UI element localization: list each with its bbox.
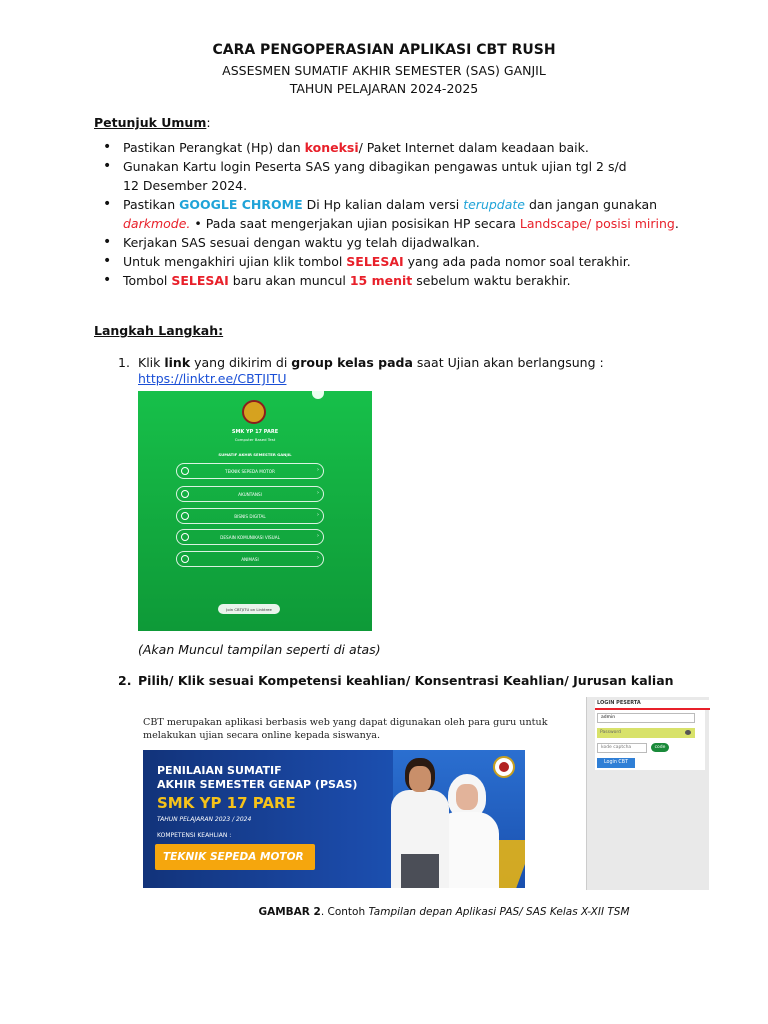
item-text: Kerjakan SAS sesuai dengan waktu yg telah dijadwalkan. bbox=[123, 235, 480, 250]
linktree-button-animasi[interactable] bbox=[176, 551, 324, 567]
linktree-link[interactable]: https://linktr.ee/CBTJITU bbox=[138, 371, 287, 386]
password-input[interactable]: Password bbox=[597, 728, 695, 738]
figure-caption bbox=[0, 906, 768, 918]
eye-icon[interactable] bbox=[685, 730, 691, 735]
list-item bbox=[100, 252, 740, 271]
linktree-sub: Computer Based Test bbox=[234, 437, 276, 442]
step-text: Klik bbox=[138, 355, 165, 370]
list-item bbox=[100, 157, 740, 195]
item-highlight: koneksi bbox=[304, 140, 359, 155]
item-text: sebelum waktu berakhir. bbox=[412, 273, 571, 288]
petunjuk-heading: Petunjuk Umum bbox=[94, 115, 207, 130]
document-subtitle: ASSESMEN SUMATIF AKHIR SEMESTER (SAS) GANJIL bbox=[222, 63, 546, 78]
petunjuk-heading-row bbox=[94, 115, 211, 130]
linktree-button-akuntansi[interactable] bbox=[176, 486, 324, 502]
caption-text: . Contoh bbox=[320, 906, 369, 918]
linktree-join-button[interactable]: Join CBTJITU on Linktree bbox=[218, 604, 280, 614]
item-text: yang ada pada nomor soal terakhir. bbox=[403, 254, 631, 269]
item-text: dan jangan gunakan bbox=[525, 197, 658, 212]
item-text: baru akan muncul bbox=[228, 273, 350, 288]
list-item bbox=[100, 271, 740, 290]
langkah-heading: Langkah Langkah: bbox=[94, 323, 224, 338]
button-label: AKUNTANSI bbox=[238, 491, 262, 497]
item-highlight: Landscape/ posisi miring bbox=[519, 216, 675, 231]
step-2-text: Pilih/ Klik sesuai Kompetensi keahlian/ Konsentrasi Keahlian/ Jurusan kalian bbox=[138, 673, 674, 688]
document-title: CARA PENGOPERASIAN APLIKASI CBT RUSH bbox=[212, 42, 556, 58]
coin-icon bbox=[181, 490, 189, 498]
item-text: . bbox=[674, 216, 679, 231]
item-text: Pastikan bbox=[123, 197, 180, 212]
item-text: Tombol bbox=[123, 273, 172, 288]
linktree-section: SUMATIF AKHIR SEMESTER GANJIL bbox=[218, 452, 292, 457]
step-text: saat Ujian akan berlangsung : bbox=[412, 355, 604, 370]
store-icon bbox=[181, 512, 189, 520]
student-female-image bbox=[456, 784, 478, 810]
school-logo-icon bbox=[499, 762, 509, 772]
banner-line-1: PENILAIAN SUMATIF bbox=[157, 764, 282, 777]
psas-banner bbox=[143, 750, 525, 888]
banner-major: TEKNIK SEPEDA MOTOR bbox=[155, 844, 315, 870]
student-male-image bbox=[409, 766, 431, 792]
username-input[interactable]: admin bbox=[597, 713, 695, 723]
linktree-button-tsm[interactable] bbox=[176, 463, 324, 479]
captcha-input[interactable]: kode captcha bbox=[597, 743, 647, 753]
banner-school: SMK YP 17 PARE bbox=[157, 794, 296, 812]
item-text: • Pada saat mengerjakan ujian posisikan HP secara bbox=[190, 216, 520, 231]
item-highlight: darkmode. bbox=[123, 216, 191, 231]
step-1-caption: (Akan Muncul tampilan seperti di atas) bbox=[138, 642, 381, 657]
step-bold: link bbox=[164, 355, 191, 370]
step-2-number: 2. bbox=[118, 673, 132, 688]
palette-icon bbox=[181, 533, 189, 541]
captcha-code: code bbox=[651, 743, 669, 752]
petunjuk-colon: : bbox=[206, 115, 211, 130]
list-item bbox=[100, 138, 740, 157]
item-highlight: GOOGLE CHROME bbox=[179, 197, 303, 212]
item-highlight: SELESAI bbox=[346, 254, 404, 269]
share-icon bbox=[312, 391, 324, 399]
item-text: / Paket Internet dalam keadaan baik. bbox=[358, 140, 589, 155]
button-label: ANIMASI bbox=[241, 556, 259, 562]
school-logo-icon bbox=[242, 400, 266, 424]
linktree-screenshot bbox=[138, 391, 372, 631]
linktree-button-bisnis-digital[interactable] bbox=[176, 508, 324, 524]
item-highlight: terupdate bbox=[463, 197, 525, 212]
chevron-right-icon: › bbox=[317, 512, 319, 518]
step-text: yang dikirim di bbox=[190, 355, 292, 370]
pen-icon bbox=[181, 555, 189, 563]
chevron-right-icon: › bbox=[317, 555, 319, 561]
item-text: Untuk mengakhiri ujian klik tombol bbox=[123, 254, 347, 269]
list-item bbox=[100, 195, 740, 233]
student-male-image bbox=[401, 854, 439, 888]
gear-icon bbox=[181, 467, 189, 475]
banner-line-2: AKHIR SEMESTER GENAP (PSAS) bbox=[157, 778, 358, 791]
item-text: Pastikan Perangkat (Hp) dan bbox=[123, 140, 305, 155]
chevron-right-icon: › bbox=[317, 467, 319, 473]
chevron-right-icon: › bbox=[317, 533, 319, 539]
item-text: Gunakan Kartu login Peserta SAS yang dibagikan pengawas untuk ujian tgl 2 s/d 12 Desember 2024. bbox=[123, 159, 627, 193]
banner-year: TAHUN PELAJARAN 2023 / 2024 bbox=[157, 816, 252, 823]
chevron-right-icon: › bbox=[317, 490, 319, 496]
document-year: TAHUN PELAJARAN 2024-2025 bbox=[289, 81, 479, 96]
login-button[interactable]: Login CBT bbox=[597, 758, 635, 768]
login-panel bbox=[586, 697, 709, 890]
banner-komp: KOMPETENSI KEAHLIAN : bbox=[157, 832, 232, 839]
step-1-number: 1. bbox=[118, 355, 130, 370]
list-item bbox=[100, 233, 740, 252]
linktree-button-dkv[interactable] bbox=[176, 529, 324, 545]
cbt-intro-text: CBT merupakan aplikasi berbasis web yang dapat digunakan oleh para guru untuk melakukan ujian secara online kepada siswanya. bbox=[143, 717, 548, 741]
item-highlight: 15 menit bbox=[349, 273, 413, 288]
step-1-text bbox=[138, 355, 738, 370]
login-heading: LOGIN PESERTA bbox=[595, 700, 710, 710]
item-text: Di Hp kalian dalam versi bbox=[302, 197, 464, 212]
button-label: BISNIS DIGITAL bbox=[234, 513, 266, 519]
caption-italic: Tampilan depan Aplikasi PAS/ SAS Kelas X-XII TSM bbox=[368, 906, 630, 918]
petunjuk-list bbox=[100, 138, 740, 290]
button-label: TEKNIK SEPEDA MOTOR bbox=[225, 468, 275, 474]
item-highlight: SELESAI bbox=[171, 273, 229, 288]
step-bold: group kelas pada bbox=[291, 355, 413, 370]
linktree-school: SMK YP 17 PARE bbox=[231, 429, 279, 435]
caption-bold: GAMBAR 2 bbox=[258, 906, 321, 918]
button-label: DESAIN KOMUNIKASI VISUAL bbox=[220, 534, 280, 540]
